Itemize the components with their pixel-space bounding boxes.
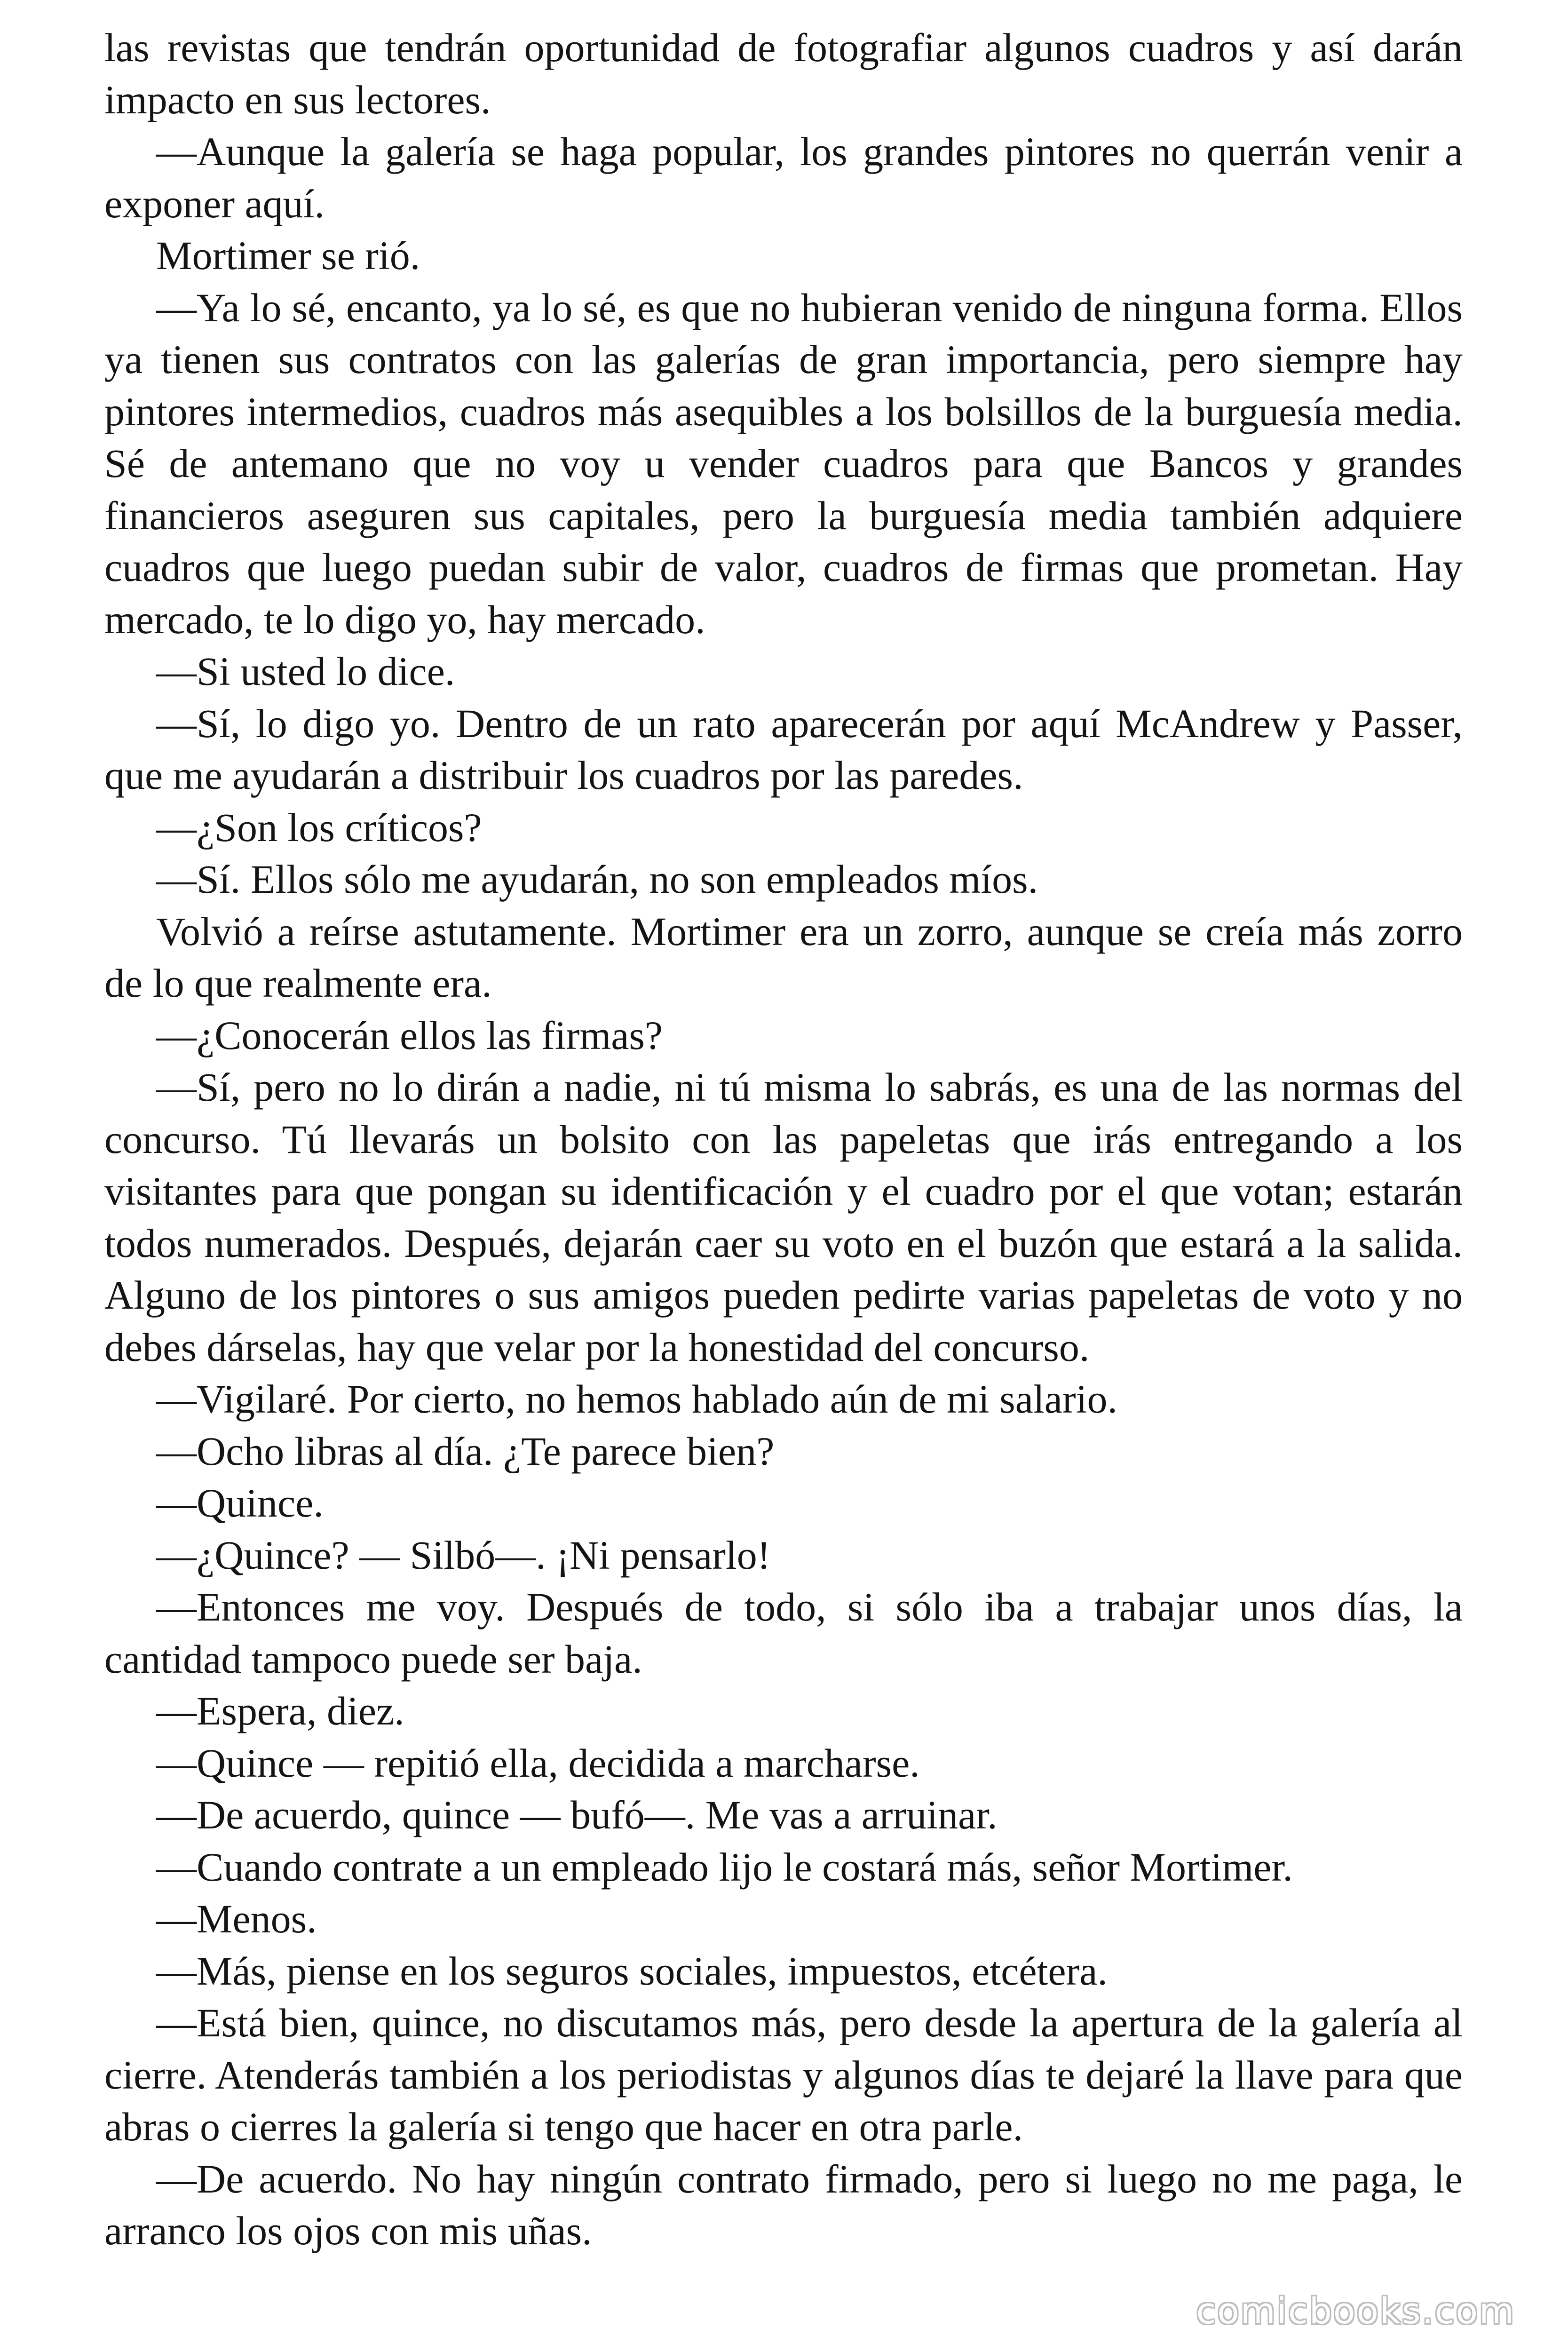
paragraph: —Sí, lo digo yo. Dentro de un rato aparecerán por aquí McAndrew y Passer, que me ayudarán a distribuir los cuadros por las paredes. bbox=[104, 700, 1463, 798]
paragraph: —¿Conocerán ellos las firmas? bbox=[156, 1012, 663, 1058]
paragraph: —Cuando contrate a un empleado lijo le costará más, señor Mortimer. bbox=[156, 1844, 1293, 1890]
paragraph: —Está bien, quince, no discutamos más, pero desde la apertura de la galería al cierre. Atenderás también a los periodistas y algunos días te dejaré la llave para que abras o cierres la galería si tengo que hacer en otra parle. bbox=[104, 2000, 1463, 2149]
paragraph: —Ocho libras al día. ¿Te parece bien? bbox=[156, 1428, 775, 1474]
paragraph: —Quince — repitió ella, decidida a marcharse. bbox=[156, 1740, 920, 1786]
paragraph: —Sí. Ellos sólo me ayudarán, no son empleados míos. bbox=[156, 857, 1038, 902]
paragraph: —Vigilaré. Por cierto, no hemos hablado aún de mi salario. bbox=[156, 1376, 1117, 1422]
paragraph: —Espera, diez. bbox=[156, 1688, 404, 1733]
page-body bbox=[104, 22, 1463, 2257]
paragraph: —Menos. bbox=[156, 1896, 317, 1941]
paragraph: —De acuerdo, quince — bufó—. Me vas a arruinar. bbox=[156, 1792, 998, 1837]
paragraph: —Aunque la galería se haga popular, los grandes pintores no querrán venir a exponer aquí. bbox=[104, 129, 1463, 226]
paragraph: —¿Son los críticos? bbox=[156, 804, 482, 850]
paragraph: —De acuerdo. No hay ningún contrato firmado, pero si luego no me paga, le arranco los ojos con mis uñas. bbox=[104, 2156, 1463, 2253]
paragraph: —Más, piense en los seguros sociales, impuestos, etcétera. bbox=[156, 1948, 1108, 1994]
paragraph: las revistas que tendrán oportunidad de fotografiar algunos cuadros y así darán impacto en sus lectores. bbox=[104, 25, 1463, 122]
paragraph: —Entonces me voy. Después de todo, si sólo iba a trabajar unos días, la cantidad tampoco puede ser baja. bbox=[104, 1584, 1463, 1682]
watermark: comicbooks.com bbox=[1196, 2290, 1515, 2332]
paragraph: —Ya lo sé, encanto, ya lo sé, es que no hubieran venido de ninguna forma. Ellos ya tienen sus contratos con las galerías de gran importancia, pero siempre hay pintores intermedios, cuadros más asequibles a los bolsillos de la burguesía media. Sé de antemano que no voy u vender cuadros para que Bancos y grandes financieros aseguren sus capitales, pero la burguesía media también adquiere cuadros que luego puedan subir de valor, cuadros de firmas que prometan. Hay mercado, te lo digo yo, hay mercado. bbox=[104, 285, 1463, 642]
paragraph: Volvió a reírse astutamente. Mortimer era un zorro, aunque se creía más zorro de lo que realmente era. bbox=[104, 908, 1463, 1006]
paragraph: —Quince. bbox=[156, 1480, 324, 1526]
paragraph: —Si usted lo dice. bbox=[156, 649, 455, 694]
paragraph: —¿Quince? — Silbó—. ¡Ni pensarlo! bbox=[156, 1532, 771, 1578]
paragraph: Mortimer se rió. bbox=[156, 233, 420, 278]
paragraph: —Sí, pero no lo dirán a nadie, ni tú misma lo sabrás, es una de las normas del concurso. Tú llevarás un bolsito con las papeletas que irás entregando a los visitantes para que pongan su identificación y el cuadro por el que votan; estarán todos numerados. Después, dejarán caer su voto en el buzón que estará a la salida. Alguno de los pintores o sus amigos pueden pedirte varias papeletas de voto y no debes dárselas, hay que velar por la honestidad del concurso. bbox=[104, 1065, 1463, 1370]
